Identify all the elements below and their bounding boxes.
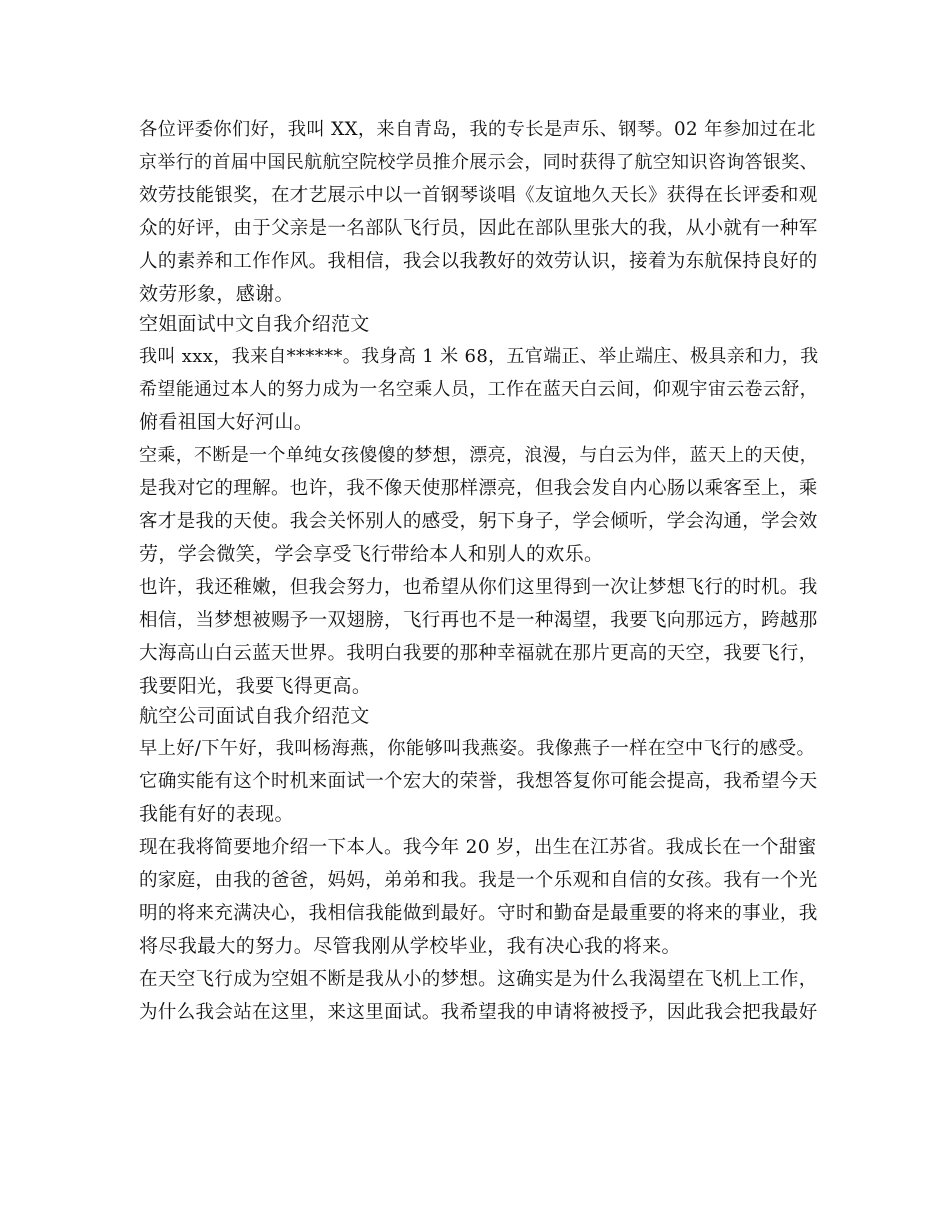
paragraph-line: 大海高山白云蓝天世界。我明白我要的那种幸福就在那片更高的天空，我要飞行， xyxy=(139,643,818,664)
paragraph-line: 它确实能有这个时机来面试一个宏大的荣誉，我想答复你可能会提高，我希望今天 xyxy=(139,771,818,792)
paragraph-line: 人的素养和工作作风。我相信，我会以我教好的效劳认识，接着为东航保持良好的 xyxy=(139,251,818,272)
paragraph-line: 俯看祖国大好河山。 xyxy=(139,411,314,433)
paragraph-line: 的家庭，由我的爸爸，妈妈，弟弟和我。我是一个乐观和自信的女孩。我有一个光 xyxy=(139,870,818,891)
paragraph-line: 我能有好的表现。 xyxy=(139,803,294,825)
paragraph-line: 客才是我的天使。我会关怀别人的感受，躬下身子，学会倾听，学会沟通，学会效 xyxy=(139,511,818,532)
paragraph-line: 是我对它的理解。也许，我不像天使那样漂亮，但我会发自内心肠以乘客至上，乘 xyxy=(139,478,818,499)
paragraph-line: 现在我将简要地介绍一下本人。我今年 20 岁，出生在江苏省。我成长在一个甜蜜 xyxy=(139,837,817,858)
paragraph-line: 我叫 xxx，我来自******。我身高 1 米 68，五官端正、举止端庄、极具亲和力，我 xyxy=(139,346,819,367)
section-heading-flight-attendant: 空姐面试中文自我介绍范文 xyxy=(139,313,370,335)
paragraph-line: 早上好/下午好，我叫杨海燕，你能够叫我燕姿。我像燕子一样在空中飞行的感受。 xyxy=(139,738,816,759)
paragraph-line: 京举行的首届中国民航航空院校学员推介展示会，同时获得了航空知识咨询答银奖、 xyxy=(139,152,818,173)
document-body xyxy=(139,113,819,1029)
paragraph-line: 空乘，不断是一个单纯女孩傻傻的梦想，漂亮，浪漫，与白云为伴，蓝天上的天使， xyxy=(139,445,818,466)
paragraph-line: 各位评委你们好，我叫 XX，来自青岛，我的专长是声乐、钢琴。02 年参加过在北 xyxy=(139,119,816,140)
paragraph-line: 在天空飞行成为空姐不断是我从小的梦想。这确实是为什么我渴望在飞机上工作， xyxy=(139,969,818,990)
paragraph-line: 效劳技能银奖，在才艺展示中以一首钢琴谈唱《友谊地久天长》获得在长评委和观 xyxy=(139,185,818,206)
paragraph-line: 相信，当梦想被赐予一双翅膀，飞行再也不是一种渴望，我要飞向那远方，跨越那 xyxy=(139,610,818,631)
paragraph-line: 希望能通过本人的努力成为一名空乘人员，工作在蓝天白云间，仰观宇宙云卷云舒， xyxy=(139,379,818,400)
paragraph-dream xyxy=(139,439,819,571)
paragraph-greeting xyxy=(139,732,819,831)
paragraph-intro xyxy=(139,113,819,311)
paragraph-line: 效劳形象，感谢。 xyxy=(139,283,294,305)
paragraph-line: 将尽我最大的努力。尽管我刚从学校毕业，我有决心我的将来。 xyxy=(139,935,681,957)
section-heading-airline: 航空公司面试自我介绍范文 xyxy=(139,705,370,727)
paragraph-line: 也许，我还稚嫩，但我会努力，也希望从你们这里得到一次让梦想飞行的时机。我 xyxy=(139,577,818,598)
paragraph-self-intro xyxy=(139,340,819,439)
paragraph-line: 明的将来充满决心，我相信我能做到最好。守时和勤奋是最重要的将来的事业，我 xyxy=(139,903,818,924)
paragraph-background xyxy=(139,831,819,963)
paragraph-line: 众的好评，由于父亲是一名部队飞行员，因此在部队里张大的我，从小就有一种军 xyxy=(139,218,818,239)
paragraph-line: 劳，学会微笑，学会享受飞行带给本人和别人的欢乐。 xyxy=(139,543,604,565)
paragraph-line: 我要阳光，我要飞得更高。 xyxy=(139,675,372,697)
paragraph-aspiration xyxy=(139,963,819,1029)
paragraph-hope xyxy=(139,571,819,703)
paragraph-line: 为什么我会站在这里，来这里面试。我希望我的申请将被授予，因此我会把我最好 xyxy=(139,1002,818,1023)
